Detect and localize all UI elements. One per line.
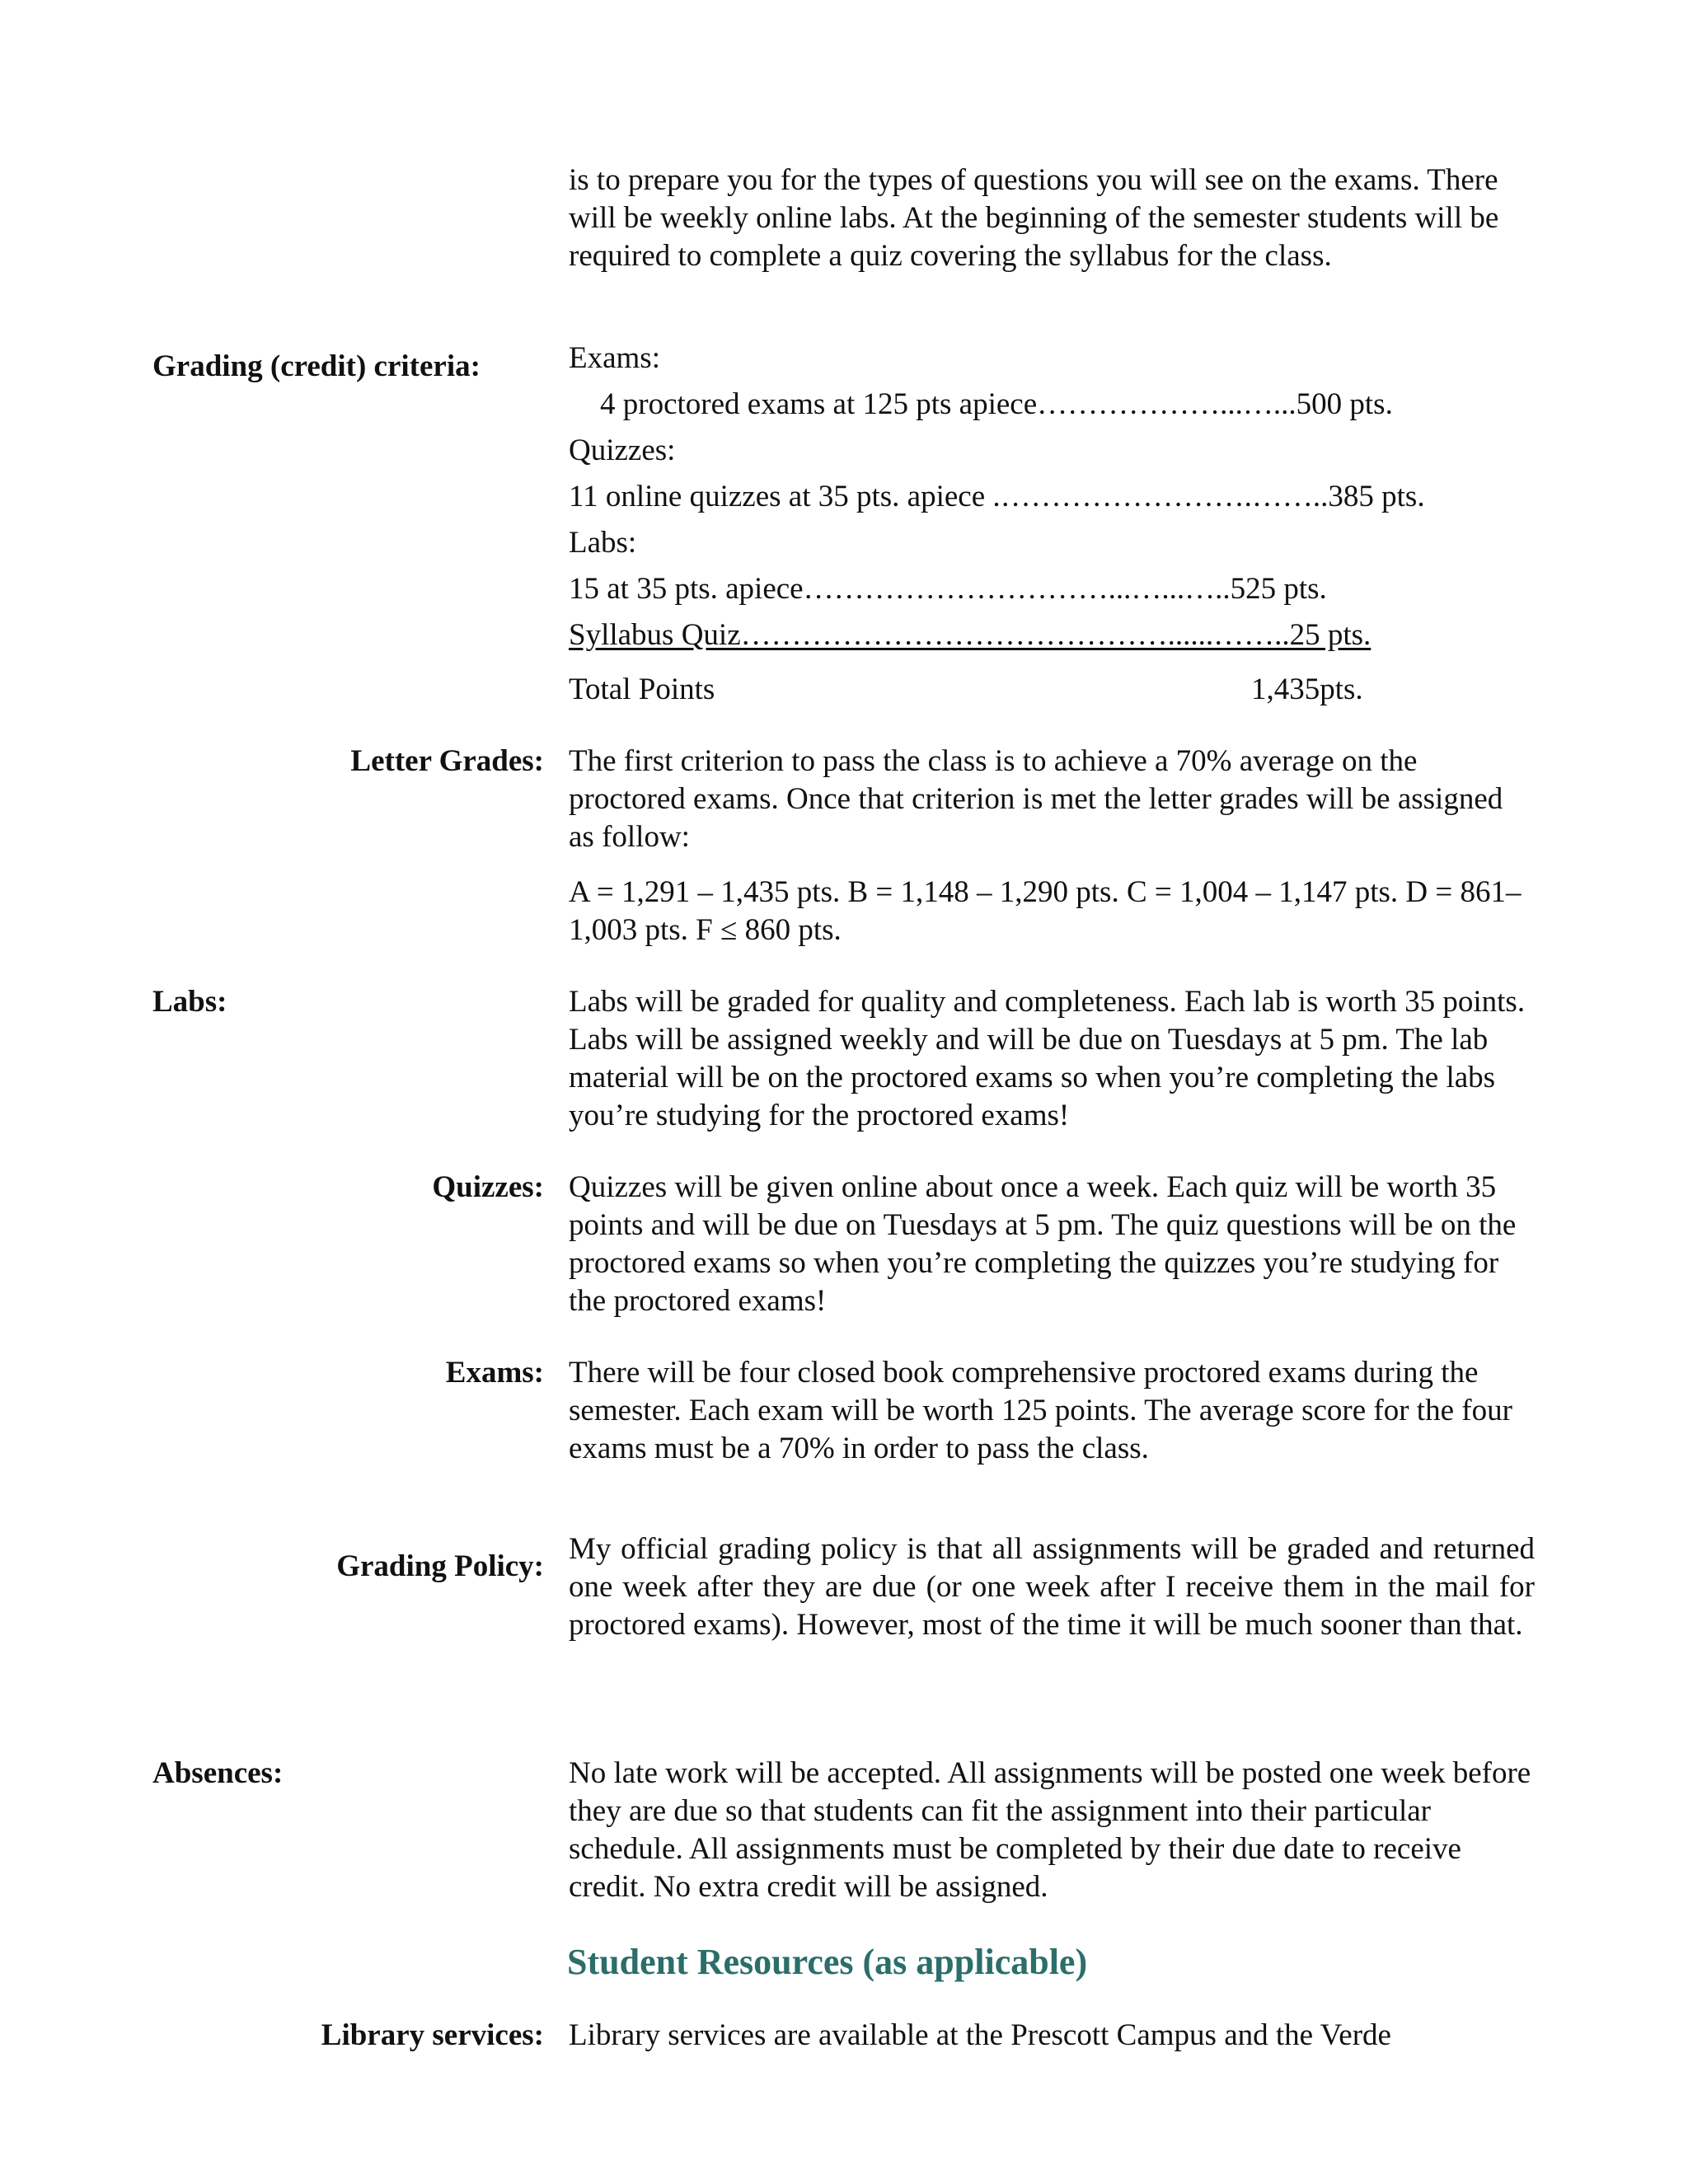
quizzes-points-line: 11 online quizzes at 35 pts. apiece .…………………….……..385 pts. [569, 480, 1425, 513]
absences-paragraph: No late work will be accepted. All assignments will be posted one week before they are due so that students can fit the assignment into their particular schedule. All assignments must be completed by their due date to receive credit. No extra credit will be assigned. [569, 1756, 1531, 1904]
library-services-label: Library services: [321, 2018, 544, 2052]
labs-heading: Labs: [569, 526, 637, 560]
student-resources-heading: Student Resources (as applicable) [567, 1942, 1088, 1982]
exams-label: Exams: [445, 1356, 544, 1390]
exams-points-line: 4 proctored exams at 125 pts apiece………………...…...500 pts. [600, 387, 1393, 421]
total-points-label: Total Points [569, 673, 715, 706]
letter-grades-scale: A = 1,291 – 1,435 pts. B = 1,148 – 1,290 pts. C = 1,004 – 1,147 pts. D = 861– 1,003 pts. F ≤ 860 pts. [569, 875, 1522, 947]
library-services-paragraph: Library services are available at the Prescott Campus and the Verde [569, 2018, 1391, 2052]
labs-label: Labs: [152, 985, 227, 1019]
total-points-value: 1,435pts. [1251, 673, 1363, 706]
exams-heading: Exams: [569, 341, 660, 375]
intro-paragraph: is to prepare you for the types of questions you will see on the exams. There will be weekly online labs. At the beginning of the semester students will be required to complete a quiz covering the syllabus for the class. [569, 163, 1499, 273]
grading-criteria-label: Grading (credit) criteria: [152, 349, 481, 383]
syllabus-quiz-points-line: Syllabus Quiz……………………………………......……..25 pts. [569, 618, 1372, 652]
labs-paragraph: Labs will be graded for quality and completeness. Each lab is worth 35 points. Labs will be assigned weekly and will be due on Tuesdays at 5 pm. The lab material will be on the proctored exams so when you’re completing the labs you’re studying for the proctored exams! [569, 985, 1526, 1132]
quizzes-label: Quizzes: [432, 1170, 544, 1204]
letter-grades-label: Letter Grades: [350, 744, 544, 778]
exams-paragraph: There will be four closed book comprehensive proctored exams during the semester. Each exam will be worth 125 points. The average score for the four exams must be a 70% in order to pass the class. [569, 1356, 1512, 1465]
absences-label: Absences: [152, 1756, 284, 1790]
labs-points-line: 15 at 35 pts. apiece…………………………...…...…..525 pts. [569, 572, 1327, 606]
quizzes-heading: Quizzes: [569, 434, 676, 467]
quizzes-paragraph: Quizzes will be given online about once a week. Each quiz will be worth 35 points and will be due on Tuesdays at 5 pm. The quiz questions will be on the proctored exams so when you’re completing the quizzes you’re studying for the proctored exams! [569, 1170, 1517, 1318]
letter-grades-paragraph: The first criterion to pass the class is to achieve a 70% average on the proctored exams. Once that criterion is met the letter grades will be assigned as follow: [569, 744, 1503, 854]
grading-policy-paragraph: My official grading policy is that all assignments will be graded and returned one week after they are due (or one week after I receive them in the mail for proctored exams). However, most of the time it will be much sooner than that. [569, 1532, 1535, 1642]
grading-policy-label: Grading Policy: [336, 1549, 544, 1583]
